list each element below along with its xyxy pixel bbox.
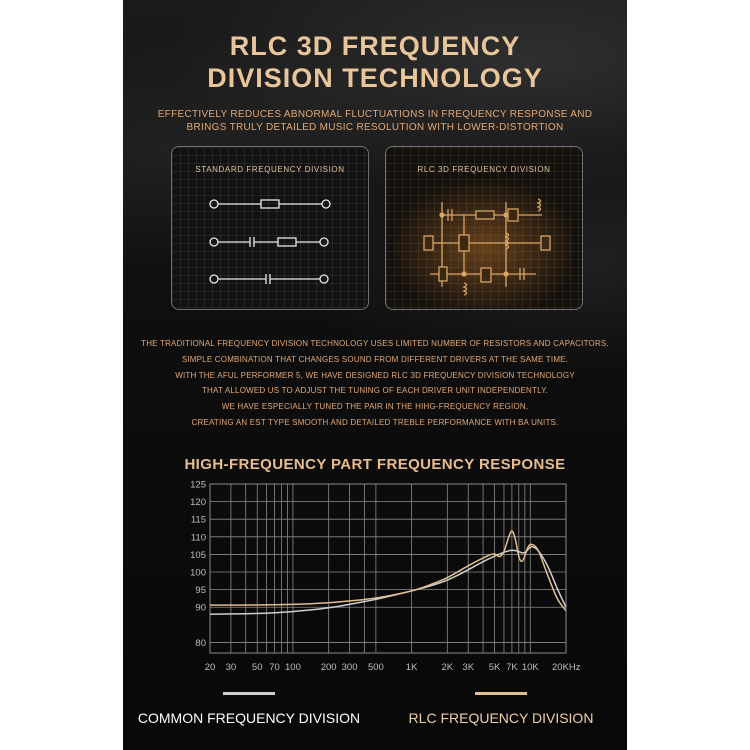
chart-tick-labels xyxy=(190,480,581,674)
legend-common xyxy=(123,692,375,726)
x-tick-label: 100 xyxy=(285,662,301,673)
y-tick-label: 115 xyxy=(190,514,206,526)
x-tick-label: 3K xyxy=(462,662,475,673)
subheadline-line-1: EFFECTIVELY REDUCES ABNORMAL FLUCTUATIONS IN FREQUENCY RESPONSE AND xyxy=(157,109,593,120)
x-tick-label: 20 xyxy=(204,662,216,673)
simple-circuit-icon xyxy=(172,147,368,309)
rlc-circuit-icon xyxy=(386,147,582,309)
y-tick-label: 100 xyxy=(190,567,206,579)
legend-rlc xyxy=(375,692,627,726)
y-tick-label: 110 xyxy=(190,532,206,544)
y-tick-label: 80 xyxy=(195,637,206,649)
legend-swatch-common xyxy=(223,692,275,695)
x-tick-label: 300 xyxy=(341,662,358,673)
standard-division-card xyxy=(171,146,369,310)
series-line-common xyxy=(210,547,566,615)
subheadline-line-2: BRINGS TRULY DETAILED MUSIC RESOLUTION WITH LOWER-DISTORTION xyxy=(186,122,564,133)
chart-grid xyxy=(210,484,566,653)
x-tick-label: 10K xyxy=(521,662,539,673)
legend-label-common: COMMON FREQUENCY DIVISION xyxy=(137,710,361,726)
legend-swatch-rlc xyxy=(475,692,527,695)
description-line: WITH THE AFUL PERFORMER 5, WE HAVE DESIGNED RLC 3D FREQUENCY DIVISION TECHNOLOGY xyxy=(175,370,575,380)
product-infographic-panel xyxy=(123,0,627,750)
headline-line-2: DIVISION TECHNOLOGY xyxy=(207,63,543,93)
x-tick-label: 70 xyxy=(269,662,280,673)
x-tick-label: 200 xyxy=(320,662,337,673)
chart-curves xyxy=(210,531,566,614)
chart-title: HIGH-FREQUENCY PART FREQUENCY RESPONSE xyxy=(184,456,566,473)
description-line: SIMPLE COMBINATION THAT CHANGES SOUND FROM DIFFERENT DRIVERS AT THE SAME TIME. xyxy=(181,354,569,364)
standard-division-label: STANDARD FREQUENCY DIVISION xyxy=(195,165,345,174)
x-tick-label: 500 xyxy=(367,662,384,673)
description-line: THAT ALLOWED US TO ADJUST THE TUNING OF EACH DRIVER UNIT INDEPENDENTLY. xyxy=(201,386,549,396)
headline-line-1: RLC 3D FREQUENCY xyxy=(229,31,521,61)
x-tick-label: 50 xyxy=(251,662,263,673)
description-line: CREATING AN EST TYPE SMOOTH AND DETAILED TREBLE PERFORMANCE WITH BA UNITS. xyxy=(191,417,559,427)
chart-frame xyxy=(210,484,566,653)
y-tick-label: 120 xyxy=(190,497,206,509)
y-tick-label: 125 xyxy=(190,479,206,491)
description-line: THE TRADITIONAL FREQUENCY DIVISION TECHNOLOGY USES LIMITED NUMBER OF RESISTORS AND CAPACITORS. xyxy=(141,339,609,348)
rlc-division-card xyxy=(385,146,583,310)
description-line: WE HAVE ESPECIALLY TUNED THE PAIR IN THE HIHG-FREQUENCY REGION, xyxy=(221,402,529,412)
headline xyxy=(123,30,627,94)
frequency-response-chart xyxy=(123,476,627,681)
x-tick-label: 7K xyxy=(506,662,518,673)
subheadline xyxy=(143,108,607,134)
x-tick-label: 1K xyxy=(405,662,418,673)
x-tick-label: 5K xyxy=(488,662,501,673)
x-tick-label: 30 xyxy=(225,662,237,673)
x-tick-label: 20KHz xyxy=(552,662,581,673)
series-line-rlc xyxy=(210,531,566,611)
legend-label-rlc: RLC FREQUENCY DIVISION xyxy=(408,710,594,726)
description-paragraph xyxy=(123,336,627,431)
y-tick-label: 95 xyxy=(195,585,206,597)
rlc-division-label: RLC 3D FREQUENCY DIVISION xyxy=(417,165,551,174)
x-tick-label: 2K xyxy=(441,662,454,673)
y-tick-label: 105 xyxy=(190,549,206,561)
y-tick-label: 90 xyxy=(195,602,206,614)
